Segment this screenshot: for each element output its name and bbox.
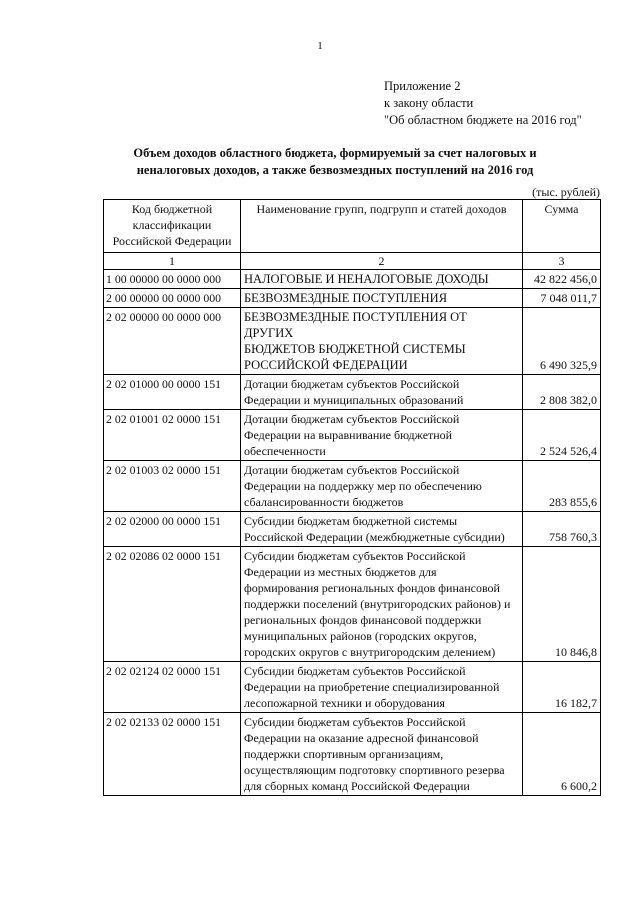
column-number-row (104, 253, 601, 270)
row-name-line: Федерации на выравнивание бюджетной (244, 428, 453, 442)
row-code: 2 00 00000 00 0000 000 (104, 289, 241, 308)
row-name-line: Федерации на приобретение специализированной (244, 680, 500, 694)
row-name (241, 308, 523, 375)
table-row (104, 662, 601, 713)
row-name-line: БЕЗВОЗМЕЗДНЫЕ ПОСТУПЛЕНИЯ ОТ ДРУГИХ (244, 310, 467, 340)
row-name-line: Субсидии бюджетам бюджетной системы (244, 514, 458, 528)
row-name-line: Российской Федерации (межбюджетные субсидии) (244, 530, 505, 544)
row-name-line: сбалансированности бюджетов (244, 495, 404, 509)
row-name-line: лесопожарной техники и оборудования (244, 696, 445, 710)
row-sum: 6 600,2 (523, 713, 601, 796)
title-line: неналоговых доходов, а также безвозмездных поступлений на 2016 год (136, 163, 534, 177)
row-name-line: БЮДЖЕТОВ БЮДЖЕТНОЙ СИСТЕМЫ (244, 342, 466, 356)
column-number: 2 (241, 253, 523, 270)
table-body (104, 270, 601, 796)
row-name-line: БЕЗВОЗМЕЗДНЫЕ ПОСТУПЛЕНИЯ (244, 291, 448, 305)
table-row (104, 713, 601, 796)
header-code-line: классификации (132, 218, 212, 232)
row-name-line: Субсидии бюджетам субъектов Российской (244, 549, 466, 563)
table-row (104, 308, 601, 375)
document-title (100, 145, 570, 179)
row-name-line: региональных фондов финансовой поддержки (244, 613, 482, 627)
row-code: 2 02 01001 02 0000 151 (104, 410, 241, 461)
row-name (241, 270, 523, 289)
row-name-line: Федерации из местных бюджетов для (244, 565, 437, 579)
row-name-line: городских округов с внутригородским делением) (244, 645, 496, 659)
row-code: 2 02 01003 02 0000 151 (104, 461, 241, 512)
row-name (241, 713, 523, 796)
row-name-line: Субсидии бюджетам субъектов Российской (244, 664, 466, 678)
appendix-line: "Об областном бюджете на 2016 год" (384, 113, 582, 127)
table-row (104, 547, 601, 662)
appendix-note (384, 78, 582, 129)
row-name-line: Дотации бюджетам субъектов Российской (244, 463, 460, 477)
table-row (104, 375, 601, 410)
row-name (241, 512, 523, 547)
row-name-line: поддержки спортивным организациям, (244, 747, 444, 761)
row-name-line: РОССИЙСКОЙ ФЕДЕРАЦИИ (244, 358, 408, 372)
table-header-row (104, 200, 601, 253)
row-code: 2 02 02086 02 0000 151 (104, 547, 241, 662)
row-name (241, 547, 523, 662)
table-row (104, 289, 601, 308)
revenue-table (103, 199, 601, 796)
row-name (241, 375, 523, 410)
column-number: 3 (523, 253, 601, 270)
row-name-line: обеспеченности (244, 444, 326, 458)
table-row (104, 410, 601, 461)
header-code-line: Код бюджетной (131, 202, 213, 216)
row-code: 2 02 02000 00 0000 151 (104, 512, 241, 547)
row-sum: 16 182,7 (523, 662, 601, 713)
row-sum: 10 846,8 (523, 547, 601, 662)
header-code (104, 200, 241, 253)
row-sum: 6 490 325,9 (523, 308, 601, 375)
header-name: Наименование групп, подгрупп и статей доходов (241, 200, 523, 253)
title-line: Объем доходов областного бюджета, формируемый за счет налоговых и (133, 146, 537, 160)
appendix-line: Приложение 2 (384, 79, 461, 93)
header-code-line: Российской Федерации (112, 234, 232, 248)
units-label: (тыс. рублей) (532, 185, 600, 199)
row-sum: 2 808 382,0 (523, 375, 601, 410)
row-name-line: Дотации бюджетам субъектов Российской (244, 412, 460, 426)
row-code: 2 02 02133 02 0000 151 (104, 713, 241, 796)
row-name (241, 410, 523, 461)
row-name (241, 289, 523, 308)
row-sum: 758 760,3 (523, 512, 601, 547)
page-number: 1 (317, 40, 323, 52)
row-sum: 42 822 456,0 (523, 270, 601, 289)
row-name-line: Дотации бюджетам субъектов Российской (244, 377, 460, 391)
row-sum: 2 524 526,4 (523, 410, 601, 461)
row-name-line: осуществляющим подготовку спортивного резерва (244, 763, 505, 777)
row-name-line: формирования региональных фондов финансовой (244, 581, 500, 595)
row-name-line: Федерации и муниципальных образований (244, 393, 464, 407)
row-sum: 7 048 011,7 (523, 289, 601, 308)
table-row (104, 270, 601, 289)
table-row (104, 512, 601, 547)
row-code: 2 02 02124 02 0000 151 (104, 662, 241, 713)
table-row (104, 461, 601, 512)
row-name (241, 461, 523, 512)
appendix-line: к закону области (384, 96, 474, 110)
row-name-line: НАЛОГОВЫЕ И НЕНАЛОГОВЫЕ ДОХОДЫ (244, 272, 489, 286)
column-number: 1 (104, 253, 241, 270)
row-name-line: Федерации на оказание адресной финансовой (244, 731, 479, 745)
row-code: 2 02 01000 00 0000 151 (104, 375, 241, 410)
row-name-line: поддержки поселений (внутригородских районов) и (244, 597, 511, 611)
row-sum: 283 855,6 (523, 461, 601, 512)
row-name-line: Субсидии бюджетам субъектов Российской (244, 715, 466, 729)
row-name-line: муниципальных районов (городских округов, (244, 629, 477, 643)
row-name (241, 662, 523, 713)
row-name-line: для сборных команд Российской Федерации (244, 779, 470, 793)
row-code: 1 00 00000 00 0000 000 (104, 270, 241, 289)
row-name-line: Федерации на поддержку мер по обеспечению (244, 479, 482, 493)
row-code: 2 02 00000 00 0000 000 (104, 308, 241, 375)
header-sum: Сумма (523, 200, 601, 253)
